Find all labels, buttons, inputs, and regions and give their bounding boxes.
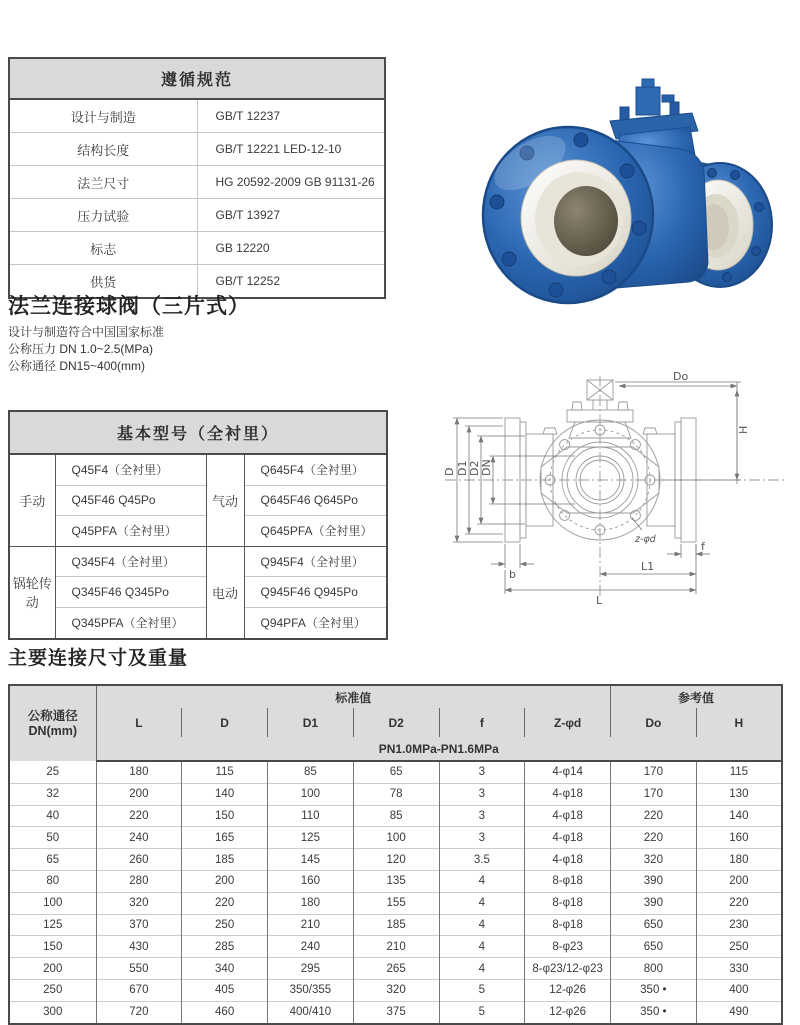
dims-cell: 490 (696, 1001, 782, 1023)
standards-value: GB/T 12237 (215, 109, 280, 123)
standards-row (9, 232, 385, 265)
dims-cell: 4-φ18 (525, 849, 611, 871)
standards-label: 法兰尺寸 (9, 166, 197, 199)
dims-cell: 220 (696, 892, 782, 914)
col-header-H: H (696, 708, 782, 737)
models-group-label: 手动 (9, 454, 55, 546)
dims-cell: 160 (696, 827, 782, 849)
dims-cell: 550 (96, 958, 182, 980)
dims-cell: 32 (9, 783, 96, 805)
model-name: Q94PFA（全衬里） (244, 607, 387, 638)
col-header-D2: D2 (353, 708, 439, 737)
dims-cell: 4-φ18 (525, 827, 611, 849)
dims-cell: 370 (96, 914, 182, 936)
dims-cell: 230 (696, 914, 782, 936)
dims-cell: 85 (353, 805, 439, 827)
dims-cell: 135 (353, 870, 439, 892)
col-header-Do: Do (611, 708, 697, 737)
dims-cell: 460 (182, 1001, 268, 1023)
dims-cell: 320 (96, 892, 182, 914)
dims-cell: 210 (268, 914, 354, 936)
standards-value: GB 12220 (197, 232, 385, 265)
dims-cell: 120 (353, 849, 439, 871)
dims-row (9, 805, 782, 827)
dims-cell: 80 (9, 870, 96, 892)
models-group-label: 电动 (206, 546, 244, 638)
dims-cell: 350 • (611, 979, 697, 1001)
model-name: Q645PFA（全衬里） (244, 516, 387, 547)
pressure-range-header: PN1.0MPa-PN1.6MPa (96, 737, 782, 761)
dims-cell: 3 (439, 761, 525, 783)
group-header-standard: 标准值 (96, 685, 611, 708)
valve-technical-drawing (435, 372, 797, 617)
dims-cell: 100 (9, 892, 96, 914)
ball-valve-image (468, 75, 790, 315)
model-name: Q645F4（全衬里） (244, 454, 387, 485)
col-header-D: D (182, 708, 268, 737)
dim-label-zphid: z-φd (635, 534, 656, 545)
dims-cell: 8-φ18 (525, 870, 611, 892)
standards-table-title: 遵循规范 (9, 58, 385, 99)
dims-cell: 4 (439, 914, 525, 936)
dims-cell: 8-φ23 (525, 936, 611, 958)
dims-cell: 65 (9, 849, 96, 871)
dims-cell: 4 (439, 892, 525, 914)
dims-row (9, 783, 782, 805)
dims-cell: 400 (696, 979, 782, 1001)
dims-cell: 125 (9, 914, 96, 936)
model-name: Q345F46 Q345Po (55, 577, 206, 608)
dims-cell: 240 (268, 936, 354, 958)
product-desc-line: 设计与制造符合中国国家标准 (8, 325, 165, 339)
dims-cell: 170 (611, 761, 697, 783)
dims-cell: 295 (268, 958, 354, 980)
dimensions-table (8, 684, 783, 1025)
dims-cell: 250 (696, 936, 782, 958)
standards-table (8, 57, 386, 299)
dims-cell: 650 (611, 914, 697, 936)
dims-cell: 4-φ14 (525, 761, 611, 783)
model-name: Q945F46 Q945Po (244, 577, 387, 608)
dims-cell: 650 (611, 936, 697, 958)
col-header-dn-line1: 公称通径 (27, 708, 78, 723)
dims-cell: 100 (353, 827, 439, 849)
dims-row (9, 761, 782, 783)
dimensions-table-body (9, 761, 782, 1024)
dims-cell: 12-φ26 (525, 1001, 611, 1023)
col-header-dn (9, 685, 96, 761)
dim-label-l: L (596, 594, 603, 607)
dims-cell: 250 (9, 979, 96, 1001)
dims-cell: 78 (353, 783, 439, 805)
model-name: Q45F46 Q45Po (55, 485, 206, 516)
column-header-row (9, 708, 782, 737)
dims-cell: 405 (182, 979, 268, 1001)
models-row (9, 454, 387, 485)
dims-cell: 210 (353, 936, 439, 958)
dims-cell: 150 (182, 805, 268, 827)
dims-cell: 320 (353, 979, 439, 1001)
dims-cell: 8-φ18 (525, 892, 611, 914)
dims-cell: 350/355 (268, 979, 354, 1001)
dims-cell: 110 (268, 805, 354, 827)
models-row (9, 577, 387, 608)
standards-label: 压力试验 (9, 199, 197, 232)
standards-label: 结构长度 (9, 133, 197, 166)
dims-row (9, 914, 782, 936)
standards-row (9, 133, 385, 166)
dims-cell: 145 (268, 849, 354, 871)
standards-row (9, 99, 385, 133)
dims-cell: 3 (439, 783, 525, 805)
dims-cell: 3 (439, 827, 525, 849)
models-group-label: 气动 (206, 454, 244, 546)
dims-cell: 240 (96, 827, 182, 849)
dim-label-b: b (509, 568, 516, 581)
dims-cell: 200 (696, 870, 782, 892)
dims-cell: 285 (182, 936, 268, 958)
dims-cell: 430 (96, 936, 182, 958)
dims-cell: 180 (696, 849, 782, 871)
dims-cell: 340 (182, 958, 268, 980)
dims-cell: 220 (96, 805, 182, 827)
dims-cell: 5 (439, 979, 525, 1001)
dims-cell: 5 (439, 1001, 525, 1023)
dims-cell: 115 (182, 761, 268, 783)
model-name: Q945F4（全衬里） (244, 546, 387, 577)
dims-row (9, 870, 782, 892)
dims-cell: 125 (268, 827, 354, 849)
dims-cell: 300 (9, 1001, 96, 1023)
dims-cell: 220 (611, 827, 697, 849)
dim-label-l1: L1 (641, 560, 655, 573)
dim-label-dn: DN (480, 459, 493, 476)
dims-cell: 180 (268, 892, 354, 914)
dims-cell: 25 (46, 765, 60, 778)
dimensions-section-title: 主要连接尺寸及重量 (8, 648, 189, 669)
dim-label-d: D (443, 467, 456, 476)
dims-cell: 375 (353, 1001, 439, 1023)
standards-value: GB/T 12221 LED-12-10 (197, 133, 385, 166)
col-header-f: f (439, 708, 525, 737)
dims-cell: 670 (96, 979, 182, 1001)
dims-cell: 280 (96, 870, 182, 892)
group-header-reference: 参考值 (611, 685, 783, 708)
dims-cell: 250 (182, 914, 268, 936)
dims-row (9, 1001, 782, 1023)
model-name: Q345F4（全衬里） (55, 546, 206, 577)
dims-cell: 200 (96, 783, 182, 805)
dims-cell: 165 (182, 827, 268, 849)
dim-label-do: Do (673, 372, 689, 383)
dims-cell: 140 (182, 783, 268, 805)
standards-label: 供货 (9, 265, 197, 299)
models-row (9, 546, 387, 577)
dims-cell: 185 (182, 849, 268, 871)
dims-cell: 320 (611, 849, 697, 871)
dims-cell: 170 (611, 783, 697, 805)
col-header-D1: D1 (268, 708, 354, 737)
models-row (9, 485, 387, 516)
dims-cell: 390 (611, 870, 697, 892)
col-header-L: L (96, 708, 182, 737)
dims-cell: 100 (268, 783, 354, 805)
dims-cell: 200 (182, 870, 268, 892)
dims-cell: 8-φ18 (525, 914, 611, 936)
dims-cell: 160 (268, 870, 354, 892)
dims-row (9, 849, 782, 871)
dims-cell: 800 (611, 958, 697, 980)
dims-cell: 350 • (611, 1001, 697, 1023)
model-name: Q345PFA（全衬里） (55, 607, 206, 638)
dims-cell: 180 (96, 761, 182, 783)
models-row (9, 607, 387, 638)
standards-row (9, 199, 385, 232)
dims-cell: 260 (96, 849, 182, 871)
dims-row (9, 936, 782, 958)
dims-cell: 150 (9, 936, 96, 958)
dims-cell: 8-φ23/12-φ23 (525, 958, 611, 980)
dims-cell: 220 (611, 805, 697, 827)
model-name: Q45F4（全衬里） (55, 454, 206, 485)
dims-cell: 265 (353, 958, 439, 980)
dims-cell: 4 (439, 958, 525, 980)
dims-cell: 185 (353, 914, 439, 936)
valve-product-photo (468, 75, 790, 315)
standards-value: GB/T 12252 (197, 265, 385, 299)
dims-cell: 50 (9, 827, 96, 849)
dims-cell: 115 (696, 761, 782, 783)
standards-row (9, 166, 385, 199)
dims-cell: 4-φ18 (525, 783, 611, 805)
dims-row (9, 827, 782, 849)
dims-cell: 85 (268, 761, 354, 783)
dims-cell: 65 (353, 761, 439, 783)
dims-cell: 330 (696, 958, 782, 980)
product-description (8, 324, 164, 375)
standards-label: 标志 (9, 232, 197, 265)
model-name: Q645F46 Q645Po (244, 485, 387, 516)
dims-cell: 4 (439, 870, 525, 892)
col-header-Zphid: Z-φd (525, 708, 611, 737)
models-table (8, 410, 388, 640)
dimension-drawing (435, 372, 797, 617)
col-header-dn-line2: DN(mm) (28, 723, 78, 738)
dims-row (9, 979, 782, 1001)
standards-value: GB/T 13927 (197, 199, 385, 232)
dims-cell: 390 (611, 892, 697, 914)
dims-row (9, 892, 782, 914)
dims-cell: 200 (9, 958, 96, 980)
dim-label-f: f (701, 540, 705, 553)
dims-row (9, 958, 782, 980)
dims-cell: 12-φ26 (525, 979, 611, 1001)
standards-label: 设计与制造 (9, 99, 197, 133)
dims-cell: 4 (439, 936, 525, 958)
dims-cell: 155 (353, 892, 439, 914)
product-title: 法兰连接球阀（三片式） (8, 295, 250, 318)
dim-label-h: H (737, 425, 750, 434)
models-group-label: 锅轮传动 (9, 546, 55, 638)
dims-cell: 4-φ18 (525, 805, 611, 827)
dims-cell: 3 (439, 805, 525, 827)
product-desc-line: 公称通径 DN15~400(mm) (8, 359, 146, 373)
dim-label-d1: D1 (456, 460, 469, 476)
models-table-title: 基本型号（全衬里） (9, 411, 387, 454)
models-table-body (9, 454, 387, 639)
standards-table-body (9, 99, 385, 298)
dims-cell: 400/410 (268, 1001, 354, 1023)
dim-label-d2: D2 (468, 460, 481, 476)
model-name: Q45PFA（全衬里） (55, 516, 206, 547)
dims-cell: 40 (9, 805, 96, 827)
dims-cell: 140 (696, 805, 782, 827)
dims-cell: 720 (96, 1001, 182, 1023)
models-row (9, 516, 387, 547)
dims-cell: 130 (696, 783, 782, 805)
product-desc-line: 公称压力 DN 1.0~2.5(MPa) (8, 342, 154, 356)
standards-value: HG 20592-2009 GB 91131-26 (197, 166, 385, 199)
dims-cell: 220 (182, 892, 268, 914)
dims-cell: 3.5 (439, 849, 525, 871)
